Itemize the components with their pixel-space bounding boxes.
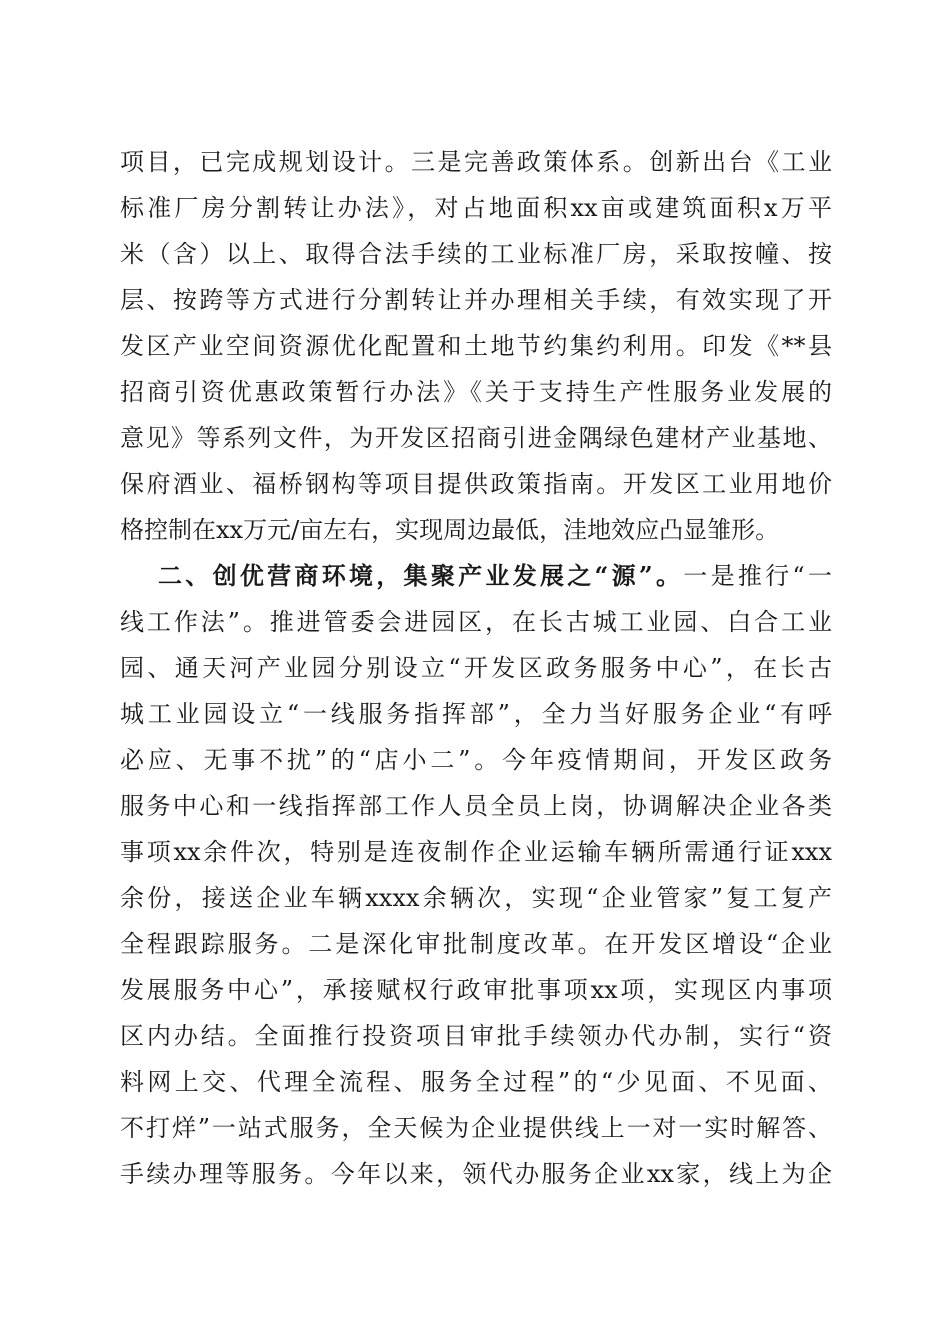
text-line: 全程跟踪服务。二是深化审批制度改革。在开发区增设“企业 — [120, 930, 832, 958]
text-line: 格控制在xx万元/亩左右，实现周边最低，洼地效应凸显雏形。 — [120, 516, 780, 544]
text-line: 层、按跨等方式进行分割转让并办理相关手续，有效实现了开 — [120, 286, 832, 314]
text-line: 米（含）以上、取得合法手续的工业标准厂房，采取按幢、按 — [120, 240, 832, 268]
section-heading-line — [120, 553, 832, 599]
text-line: 不打烊”一站式服务，全天候为企业提供线上一对一实时解答、 — [120, 1114, 832, 1142]
text-line: 料网上交、代理全流程、服务全过程”的“少见面、不见面、 — [120, 1068, 832, 1096]
document-body — [120, 139, 832, 1197]
text-line: 必应、无事不扰”的“店小二”。今年疫情期间，开发区政务 — [120, 746, 832, 774]
text-line: 项目，已完成规划设计。三是完善政策体系。创新出台《工业 — [120, 148, 832, 176]
text-line: 园、通天河产业园分别设立“开发区政务服务中心”，在长古 — [120, 654, 832, 682]
text-line: 服务中心和一线指挥部工作人员全员上岗，协调解决企业各类 — [120, 792, 832, 820]
text-line: 区内办结。全面推行投资项目审批手续领办代办制，实行“资 — [120, 1022, 832, 1050]
text-line: 城工业园设立“一线服务指挥部”，全力当好服务企业“有呼 — [120, 700, 832, 728]
text-line: 线工作法”。推进管委会进园区，在长古城工业园、白合工业 — [120, 608, 832, 636]
text-line: 标准厂房分割转让办法》，对占地面积xx亩或建筑面积x万平 — [120, 194, 832, 222]
text-line: 发展服务中心”，承接赋权行政审批事项xx项，实现区内事项 — [120, 976, 832, 1004]
text-line: 保府酒业、福桥钢构等项目提供政策指南。开发区工业用地价 — [120, 470, 832, 498]
text-fragment: 一是推行“一 — [683, 562, 832, 590]
text-line: 招商引资优惠政策暂行办法》《关于支持生产性服务业发展的 — [120, 378, 832, 406]
text-line: 发区产业空间资源优化配置和土地节约集约利用。印发《**县 — [120, 332, 832, 360]
text-line: 余份，接送企业车辆xxxx余辆次，实现“企业管家”复工复产 — [120, 884, 832, 912]
text-line: 事项xx余件次，特别是连夜制作企业运输车辆所需通行证xxx — [120, 838, 832, 866]
text-line: 手续办理等服务。今年以来，领代办服务企业xx家，线上为企 — [120, 1160, 832, 1188]
text-line: 意见》等系列文件，为开发区招商引进金隅绿色建材产业基地、 — [120, 424, 832, 452]
section-heading: 二、创优营商环境，集聚产业发展之“源”。 — [158, 561, 684, 590]
